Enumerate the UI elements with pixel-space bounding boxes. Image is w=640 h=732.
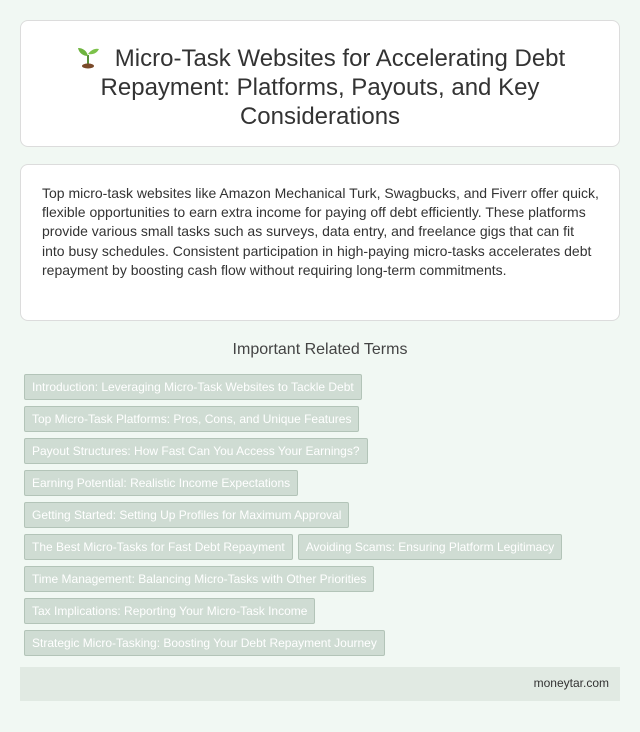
- related-terms-list: [24, 374, 620, 662]
- related-term-tag[interactable]: Avoiding Scams: Ensuring Platform Legitimacy: [298, 534, 563, 560]
- tag-row: [24, 566, 620, 598]
- footer-site[interactable]: moneytar.com: [533, 676, 609, 690]
- tag-row: [24, 502, 620, 534]
- related-term-tag[interactable]: Time Management: Balancing Micro-Tasks with Other Priorities: [24, 566, 374, 592]
- title-card: [20, 20, 620, 147]
- tag-row: [24, 598, 620, 630]
- related-terms-heading: Important Related Terms: [232, 341, 408, 358]
- related-term-tag[interactable]: Earning Potential: Realistic Income Expectations: [24, 470, 298, 496]
- page-title: [61, 43, 579, 131]
- tag-row: [24, 630, 620, 662]
- intro-paragraph: Top micro-task websites like Amazon Mechanical Turk, Swagbucks, and Fiverr offer quick, flexible opportunities to earn extra income for paying off debt efficiently. These platforms provide various small tasks such as surveys, data entry, and freelance gigs that can fit into busy schedules. Consistent participation in high-paying micro-tasks accelerates debt repayment by boosting cash flow without requiring long-term commitments.: [42, 185, 599, 278]
- page-title-text: Micro-Task Websites for Accelerating Debt Repayment: Platforms, Payouts, and Key Considerations: [100, 45, 566, 130]
- related-term-tag[interactable]: Getting Started: Setting Up Profiles for Maximum Approval: [24, 502, 349, 528]
- related-term-tag[interactable]: Introduction: Leveraging Micro-Task Websites to Tackle Debt: [24, 374, 362, 400]
- tag-row: [24, 470, 620, 502]
- footer: [20, 667, 620, 701]
- related-term-tag[interactable]: Tax Implications: Reporting Your Micro-Task Income: [24, 598, 315, 624]
- related-term-tag[interactable]: Payout Structures: How Fast Can You Access Your Earnings?: [24, 438, 368, 464]
- tag-row: [24, 534, 620, 566]
- tag-row: [24, 438, 620, 470]
- sprout-icon: [75, 43, 101, 69]
- related-term-tag[interactable]: Strategic Micro-Tasking: Boosting Your Debt Repayment Journey: [24, 630, 385, 656]
- tag-row: [24, 374, 620, 406]
- related-term-tag[interactable]: The Best Micro-Tasks for Fast Debt Repayment: [24, 534, 293, 560]
- related-term-tag[interactable]: Top Micro-Task Platforms: Pros, Cons, and Unique Features: [24, 406, 359, 432]
- tag-row: [24, 406, 620, 438]
- intro-card: [20, 164, 620, 321]
